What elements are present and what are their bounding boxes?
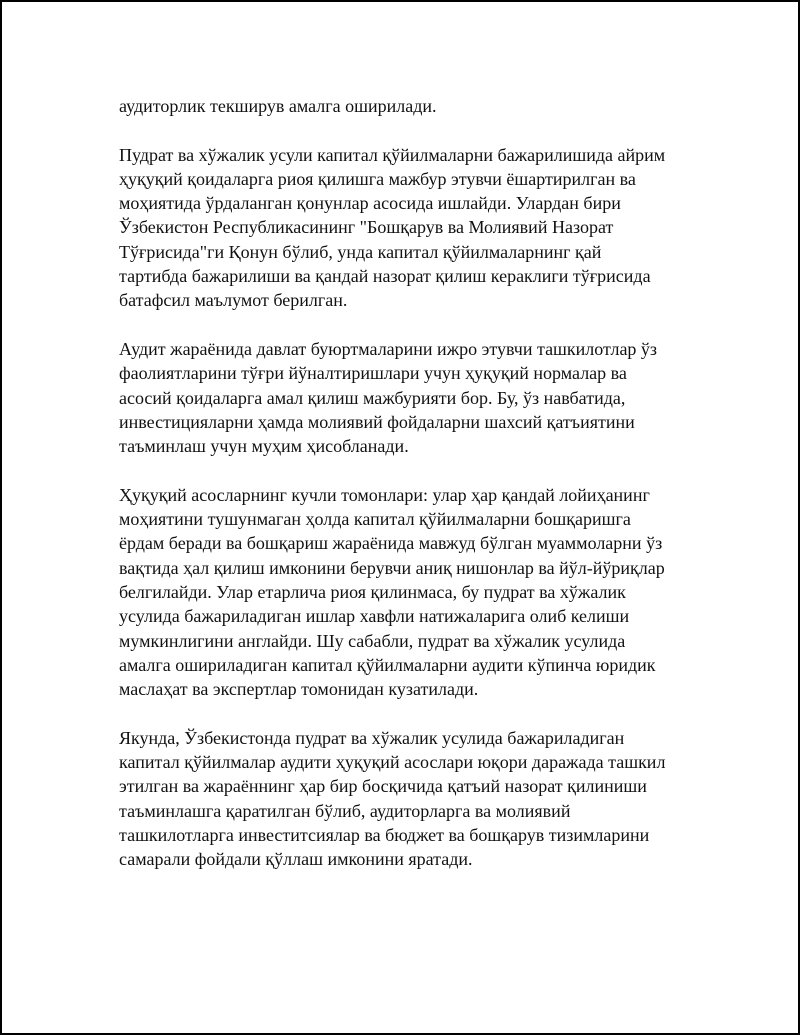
paragraph-2: Пудрат ва хўжалик усули капитал қўйилмаларни бажарилишида айрим ҳуқуқий қоидаларга риоя қилишга мажбур этувчи ёшартирилган ва моҳиятида ўрдаланган қонунлар асосида ишлайди. Улардан бири Ўзбекистон Республикасининг "Бошқарув ва Молиявий Назорат Тўғрисида"ги Қонун бўлиб, унда капитал қўйилмаларнинг қай тартибда бажарилиши ва қандай назорат қилиш кераклиги тўғрисида батафсил маълумот берилган.: [119, 144, 666, 311]
paragraph-3: Аудит жараёнида давлат буюртмаларини ижро этувчи ташкилотлар ўз фаолиятларини тўғри йўналтиришлари учун ҳуқуқий нормалар ва асосий қоидаларга амал қилиш мажбурияти бор. Бу, ўз навбатида, инвестицияларни ҳамда молиявий фойдаларни шахсий қатъиятини таъминлаш учун муҳим ҳисобланади.: [119, 338, 658, 457]
paragraph-5: Якунда, Ўзбекистонда пудрат ва хўжалик усулида бажариладиган капитал қўйилмалар аудити ҳуқуқий асослари юқори даражада ташкил этилган ва жараённинг ҳар бир босқичида қатъий назорат қилиниши таъминлашга қаратилган бўлиб, аудиторларга ва молиявий ташкилотларга инвеститсиялар ва бюджет ва бошқарув тизимларини самарали фойдали қўллаш имконини яратади.: [119, 727, 666, 870]
paragraph-1: аудиторлик текширув амалга оширилади.: [119, 96, 437, 116]
paragraph-4: Ҳуқуқий асосларнинг кучли томонлари: улар ҳар қандай лойиҳанинг моҳиятини тушунмаган ҳолда капитал қўйилмаларни бошқаришга ёрдам беради ва бошқариш жараёнида мавжуд бўлган муаммоларни ўз вақтида ҳал қилиш имконини берувчи аниқ нишонлар ва йўл-йўриқлар белгилайди. Улар етарлича риоя қилинмаса, бу пудрат ва хўжалик усулида бажариладиган ишлар хавфли натижаларига олиб келиши мумкинлигини англайди. Шу сабабли, пудрат ва хўжалик усулида амалга ошириладиган капитал қўйилмаларни аудити кўпинча юридик маслаҳат ва экспертлар томонидан кузатилади.: [119, 484, 665, 700]
document-body: [119, 94, 699, 896]
